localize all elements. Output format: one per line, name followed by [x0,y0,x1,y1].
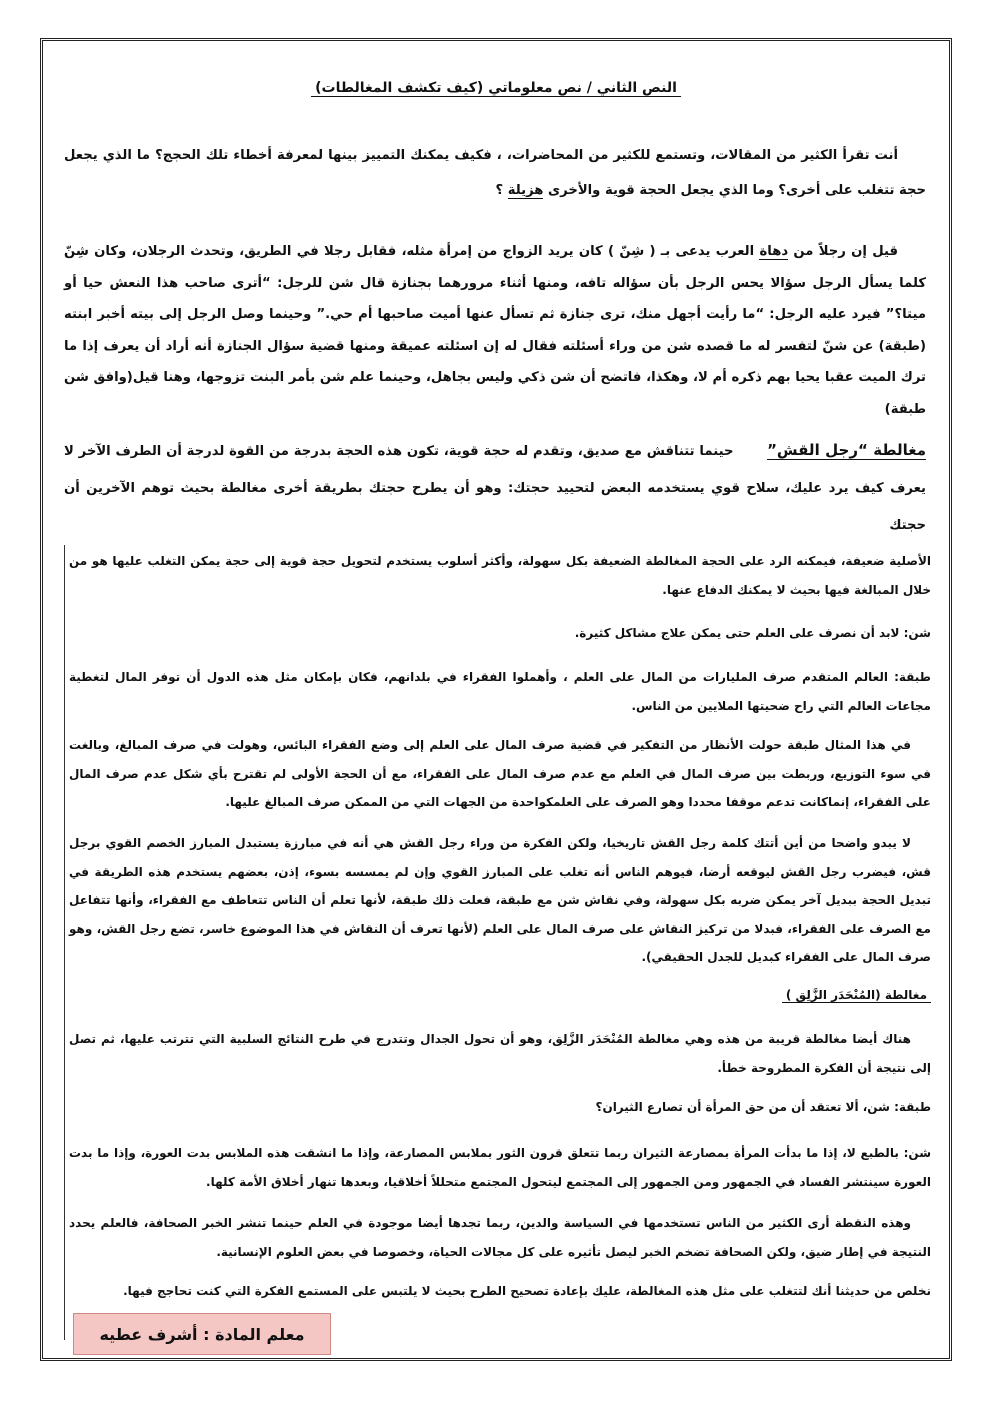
slope-intro-paragraph [69,1025,931,1082]
page-title [0,80,992,96]
slope-heading [69,981,931,1010]
story-underlined-word: دهاة [759,244,789,259]
slope-tabaqa-line: طبقة: شن، ألا تعتقد أن من حق المرأة أن تصارع الثيران؟ [595,1100,931,1114]
story-paragraph [64,236,926,425]
politics-paragraph [69,1209,931,1266]
story-lead: قيل إن رجلاً من [793,244,899,259]
analysis-paragraph [69,731,931,817]
slope-intro-text: هناك أيضا مغالطة قريبة من هذه وهي مغالطة المُنْحَدَر الزَّلِق، وهو أن تحول الجدال وتتدرج في طرح النتائج السلبية التي تترتب عليها، ثم تصل إلى نتيجة أن الفكرة المطروحة خطأ. [69,1032,931,1075]
intro-question-mark: ؟ [495,183,504,198]
origin-text: لا يبدو واضحا من أين أتتك كلمة رجل القش تاريخيا، ولكن الفكرة من وراء رجل القش هي أنه في مبارزة يستبدل المبارز الخصم القوي برجل قش، فيضرب رجل القش ليوقعه أرضا، فيوهم الناس أنه تغلب على المبارز القوي وإن لم يمسسه بسوء، إذن، بعضهم يستخدم هذه الطريقة في تبديل الحجة ببديل آخر يمكن ضربه بكل سهولة، وفي نقاش شن مع طبقة، فعلت ذلك طبقة، لأنها تعلم أن الناس تتعاطف مع الفقراء، وأنها تتفاعل مع الصرف على الفقراء، فبدلا من تركيز النقاش على صرف المال على العلم (لأنها تعرف أن النقاش في هذا الموضوع خاسر، تضع رجل القش، وهو صرف المال على الفقراء كبديل للجدل الحقيقي). [69,836,931,964]
title-text: النص الثاني / نص معلوماتي (كيف تكشف المغالطات) [311,80,681,97]
dialog-tabaqa-line: طبقة: العالم المتقدم صرف المليارات من المال على العلم ، وأهملوا الفقراء في بلدانهم، فكان بإمكان مثل هذه الدول أن توفر المال لتغطية مجاعات العالم التي راح ضحيتها الملايين من الناس. [69,670,931,713]
slope-shin-paragraph: شن: بالطبع لا، إذا ما بدأت المرأة بمصارعة الثيران ربما تتعلق قرون الثور بملابس المصارعة، وإذا ما انشقت هذه الملابس بدت العورة، وإذا ما بدت العورة سينتشر الفساد في الجمهور ومن الجمهور إلى المجتمع ليتحول المجتمع متحللاً أخلاقيا، وبعدها تنهار أخلاق الأمة كلها. [69,1146,931,1189]
dialog-shin-line: شن: لابد أن نصرف على العلم حتى يمكن علاج مشاكل كثيرة. [574,626,931,640]
intro-text: أنت تقرأ الكثير من المقالات، وتستمع للكثير من المحاضرات، ، فكيف يمكنك التمييز بينها لمعرفة أخطاء تلك الحجج؟ ما الذي يجعل حجة تتغلب على أخرى؟ وما الذي يجعل الحجة قوية والأخرى [64,148,926,198]
strawman-heading: مغالطة “رجل القش” [767,441,926,459]
analysis-text: في هذا المثال طبقة حولت الأنظار من التفكير في قضية صرف المال على العلم إلى وضع الفقراء البائس، وهولت في صرف المبالغ، وبالغت في سوء التوزيع، وربطت بين صرف المال في العلم مع عدم صرف المال على الفقراء، مع أن الحجة الأولى لم تقترح بأي شكل عدم صرف المال على الفقراء، إنماكانت تدعم موقفا محددا وهو الصرف على العلمكواحدة من الجهات التي من الممكن صرف المبالغ عليها. [69,738,931,809]
intro-underlined-word: هزيلة [507,183,544,198]
politics-text: وهذه النقطة أرى الكثير من الناس تستخدمها في السياسة والدين، ربما تجدها أيضا موجودة في العلم حينما تنشر الخبر الصحافة، فالعلم يحدد النتيجة في إطار ضيق، ولكن الصحافة تضخم الخبر ليصل تأثيره على كل مجالات الحياة، وخصوصا في بعض العلوم الإنسانية. [69,1216,931,1259]
story-text: العرب يدعى بـ ( شِنّ ) كان يريد الزواج من إمرأة مثله، فقابل رجلا في الطريق، وتحدث الرجلان، وكان شِنّ كلما يسأل الرجل سؤالا يحس الرجل بأن سؤاله تافه، ومنها أثناء مرورهما بجنازة قال شن للرجل: “أترى صاحب هذا النعش حيا أو ميتا؟” فيرد عليه الرجل: “ما رأيت أجهل منك، ترى جنازة ثم تسأل عنها أميت صاحبها أم حي.” وحينما وصل الرجل إلى بيته أخبر ابنته (طبقة) عن شنّ لتفسر له ما قصده شن من وراء أسئلته فقال له إن اسئلته عميقة ومنها قضية سؤال الجنازة أنه أراد أن يعرف إذا ما ترك الميت عقبا يحيا بهم ذكره أم لا، وهكذا، فاتضح أن شن ذكي وليس بجاهل، وحينما علم شن بأمر البنت تزوجها، وهنا قيل(وافق شن طبقة) [64,244,926,417]
continuation-paragraph: الأصلية ضعيفة، فيمكنه الرد على الحجة المغالطة الضعيفة بكل سهولة، وأكثر أسلوب يستخدم لتحويل حجة قوية إلى حجة يمكن التغلب عليها هو من خلال المبالغة فيها بحيث لا يمكنك الدفاع عنها. [69,554,931,597]
strawman-text: حينما تتناقش مع صديق، وتقدم له حجة قوية، تكون هذه الحجة بدرجة من القوة لدرجة أن الطرف الآخر لا يعرف كيف يرد عليك، سلاح قوي يستخدمه البعض لتحييد حجتك: وهو أن يطرح حجتك بطريقة أخرى مغالطة بحيث توهم الآخرين أن حجتك [64,444,926,533]
conclusion-paragraph: نخلص من حديثنا أنك لتتغلب على مثل هذه المغالطة، عليك بإعادة تصحيح الطرح بحيث لا يلتبس على المستمع الفكرة التي كنت تحاجج فيها. [123,1284,931,1298]
origin-paragraph [69,829,931,972]
teacher-label: معلم المادة : أشرف عطيه [99,1324,305,1344]
lower-section [64,545,931,1340]
slope-heading-text: مغالطة (المُنْحَدَر الزَّلِق ) [782,988,931,1003]
teacher-label-box [73,1313,331,1355]
strawman-paragraph [64,432,926,544]
intro-paragraph [64,138,926,208]
